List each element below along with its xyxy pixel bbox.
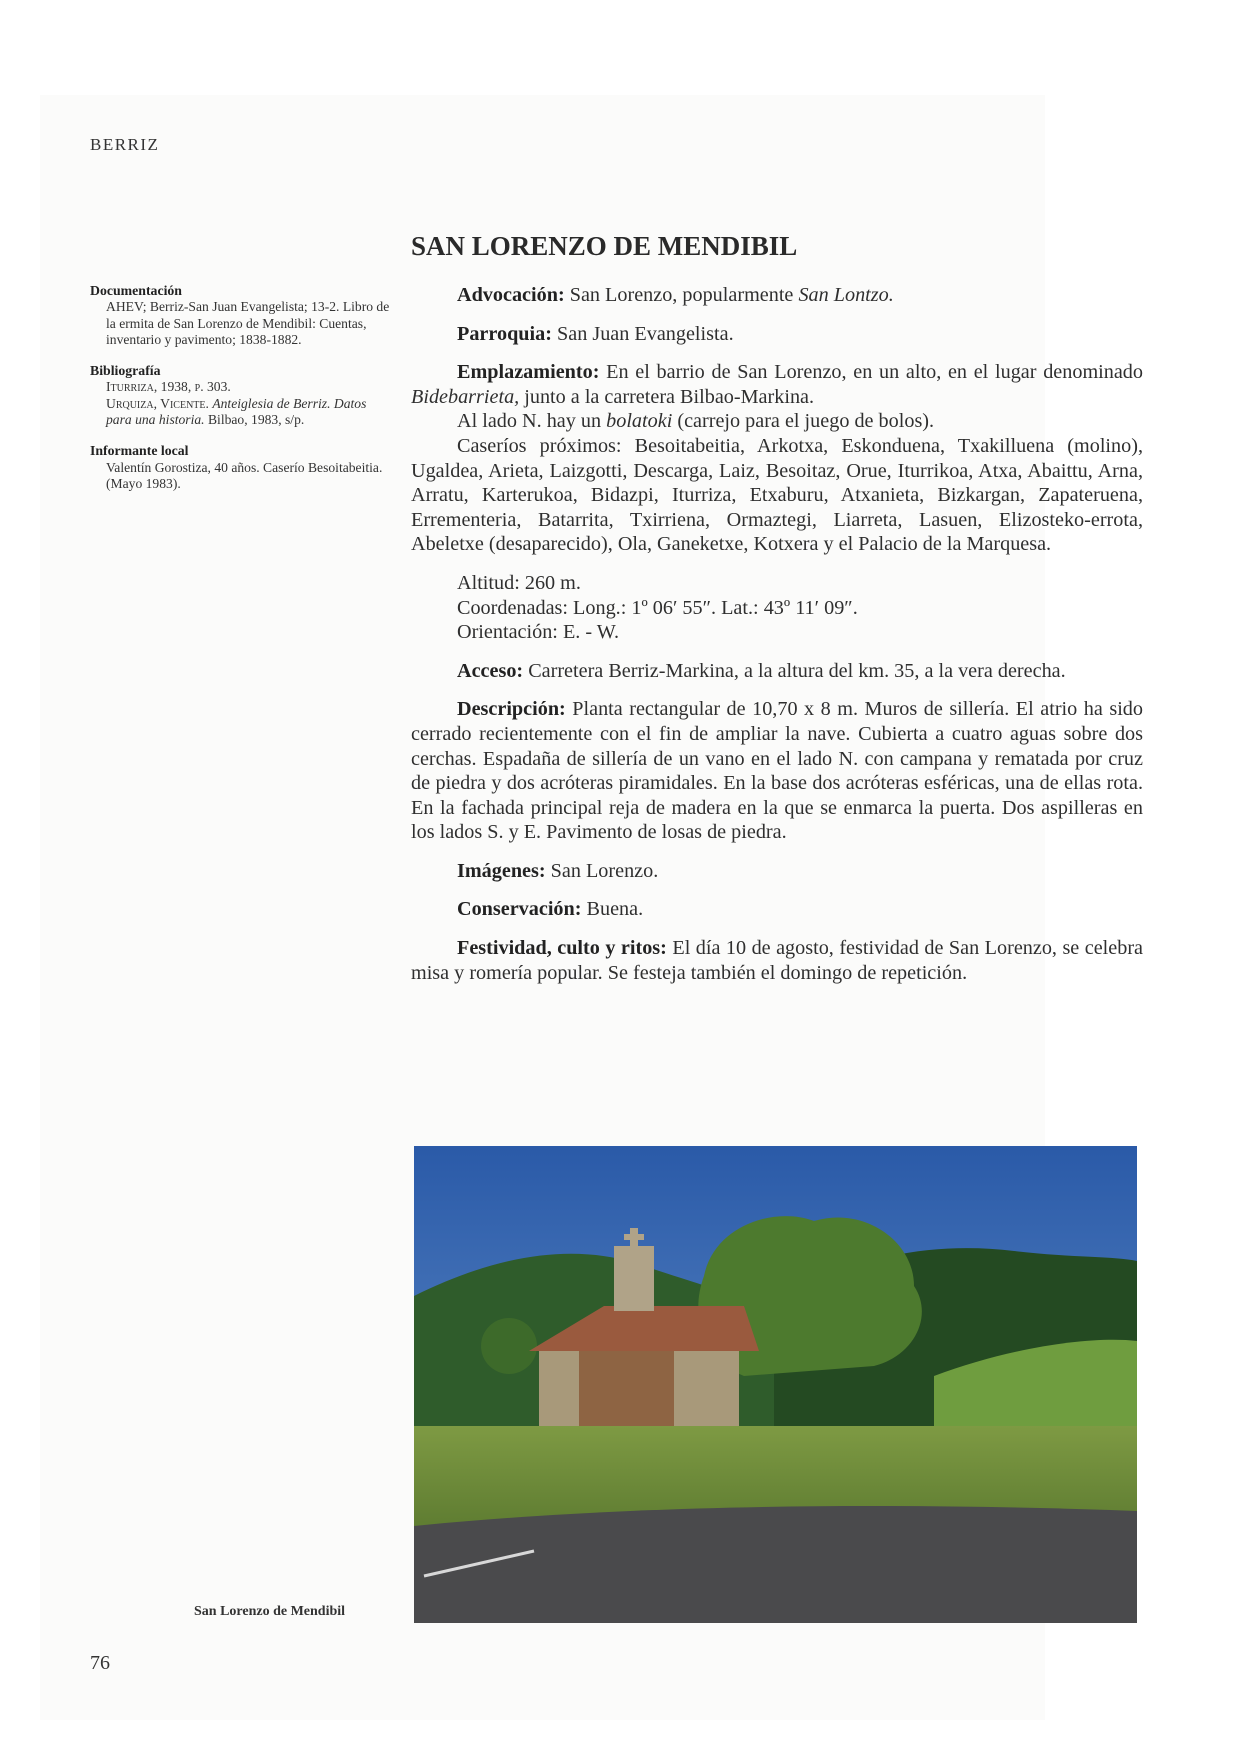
acceso-paragraph (411, 659, 1143, 684)
photo-tree-left (481, 1318, 537, 1374)
conservacion-label: Conservación: (457, 898, 582, 921)
bibliografia-ref-2-title: Anteiglesia de Berriz. Datos para una historia. (106, 395, 367, 428)
main-text (411, 283, 1143, 985)
orientacion-line: Orientación: E. - W. (457, 621, 620, 644)
festividad-label: Festividad, culto y ritos: (457, 937, 667, 960)
informante-block (90, 443, 390, 492)
caserios-paragraph: Caseríos próximos: Besoitabeitia, Arkotxa, Eskonduena, Txakilluena (molino), Ugaldea, Arieta, Laizgotti, Descarga, Laiz, Besoitaz, Orue, Iturrikoa, Atxa, Abaittu, Arna, Arratu, Karterukoa, Bidazpi, Iturriza, Etxaburu, Atxanieta, Bizkargan, Zapateruena, Errementeria, Batarrita, Txirriena, Ormaztegi, Liarreta, Lasuen, Elizosteko-errota, Abeletxe (desaparecido), Ola, Ganeketxe, Kotxera y el Palacio de la Marquesa. (411, 434, 1143, 556)
parroquia-paragraph (411, 322, 1143, 347)
conservacion-text: Buena. (586, 898, 644, 921)
imagenes-label: Imágenes: (457, 859, 546, 882)
emplazamiento-italic: Bidebarrieta, (411, 385, 520, 408)
bibliografia-block (90, 363, 390, 428)
informante-heading: Informante local (90, 443, 189, 459)
descripcion-label: Descripción: (457, 698, 566, 721)
festividad-paragraph (411, 936, 1143, 985)
photo-chapel-grille (579, 1351, 674, 1429)
emplazamiento-paragraph (411, 360, 1143, 409)
altitud-line: Altitud: 260 m. (457, 571, 581, 594)
bibliografia-ref-2-rest: Bilbao, 1983, s/p. (207, 412, 305, 428)
emplazamiento-post: junto a la carretera Bilbao-Markina. (524, 385, 815, 408)
acceso-label: Acceso: (457, 659, 524, 682)
informante-text: Valentín Gorostiza, 40 años. Caserío Besoitabeitia. (Mayo 1983). (106, 459, 383, 491)
lado-post: (carrejo para el juego de bolos). (677, 410, 935, 433)
imagenes-text: San Lorenzo. (550, 859, 659, 882)
documentacion-block (90, 283, 390, 348)
page-number: 76 (90, 1652, 110, 1674)
lado-pre: Al lado N. hay un (457, 410, 602, 433)
sidebar-notes (90, 283, 390, 507)
festividad-text: El día 10 de agosto, festividad de San Lorenzo, se celebra misa y romería popular. Se festeja también el domingo de repetición. (411, 937, 1144, 984)
lado-italic: bolatoki (606, 410, 673, 433)
descripcion-text: Planta rectangular de 10,70 x 8 m. Muros de sillería. El atrio ha sido cerrado recientemente con el fin de ampliar la nave. Cubierta a cuatro aguas sobre dos cerchas. Espadaña de sillería de un vano en el lado N. con campana y rematada por cruz de piedra y dos acróteras piramidales. En la base dos acróteras esféricas, una de ellas rota. En la fachada principal reja de madera en la que se enmarca la puerta. Dos aspilleras en los lados S. y E. Pavimento de losas de piedra. (411, 698, 1143, 844)
running-head: BERRIZ (90, 135, 160, 154)
bibliografia-ref-2 (106, 396, 390, 429)
coordenadas-line: Coordenadas: Long.: 1º 06′ 55″. Lat.: 43º 11′ 09″. (457, 596, 858, 619)
advocacion-label: Advocación: (457, 284, 565, 306)
parroquia-text: San Juan Evangelista. (557, 322, 734, 345)
documentacion-text: AHEV; Berriz-San Juan Evangelista; 13-2. Libro de la ermita de San Lorenzo de Mendibil: Cuentas, inventario y pavimento; 1838-1882. (106, 299, 390, 347)
conservacion-paragraph (411, 897, 1143, 922)
page-title: SAN LORENZO DE MENDIBIL (411, 231, 798, 261)
photo-caption: San Lorenzo de Mendibil (194, 1604, 346, 1619)
descripcion-paragraph (411, 697, 1143, 845)
advocacion-italic: San Lontzo. (798, 284, 894, 306)
bibliografia-ref-1-text: Iturriza, 1938, p. 303. (106, 379, 231, 395)
bibliografia-heading: Bibliografía (90, 363, 161, 379)
acceso-text: Carretera Berriz-Markina, a la altura del km. 35, a la vera derecha. (528, 659, 1066, 682)
imagenes-paragraph (411, 859, 1143, 884)
advocacion-text: San Lorenzo, popularmente (569, 284, 794, 306)
photo-road (414, 1506, 1137, 1623)
bibliografia-ref-1 (106, 379, 390, 395)
photo-cross-bar (624, 1234, 644, 1240)
advocacion-paragraph (411, 283, 1143, 308)
emplazamiento-pre: En el barrio de San Lorenzo, en un alto, en el lugar denominado (606, 361, 1143, 384)
photo-belfry (614, 1246, 654, 1311)
emplazamiento-label: Emplazamiento: (457, 361, 600, 384)
bibliografia-ref-2-author: Urquiza, Vicente. (106, 395, 209, 411)
documentacion-heading: Documentación (90, 283, 182, 298)
lado-paragraph (411, 409, 1143, 434)
hermitage-photo (414, 1146, 1137, 1623)
parroquia-label: Parroquia: (457, 322, 552, 345)
